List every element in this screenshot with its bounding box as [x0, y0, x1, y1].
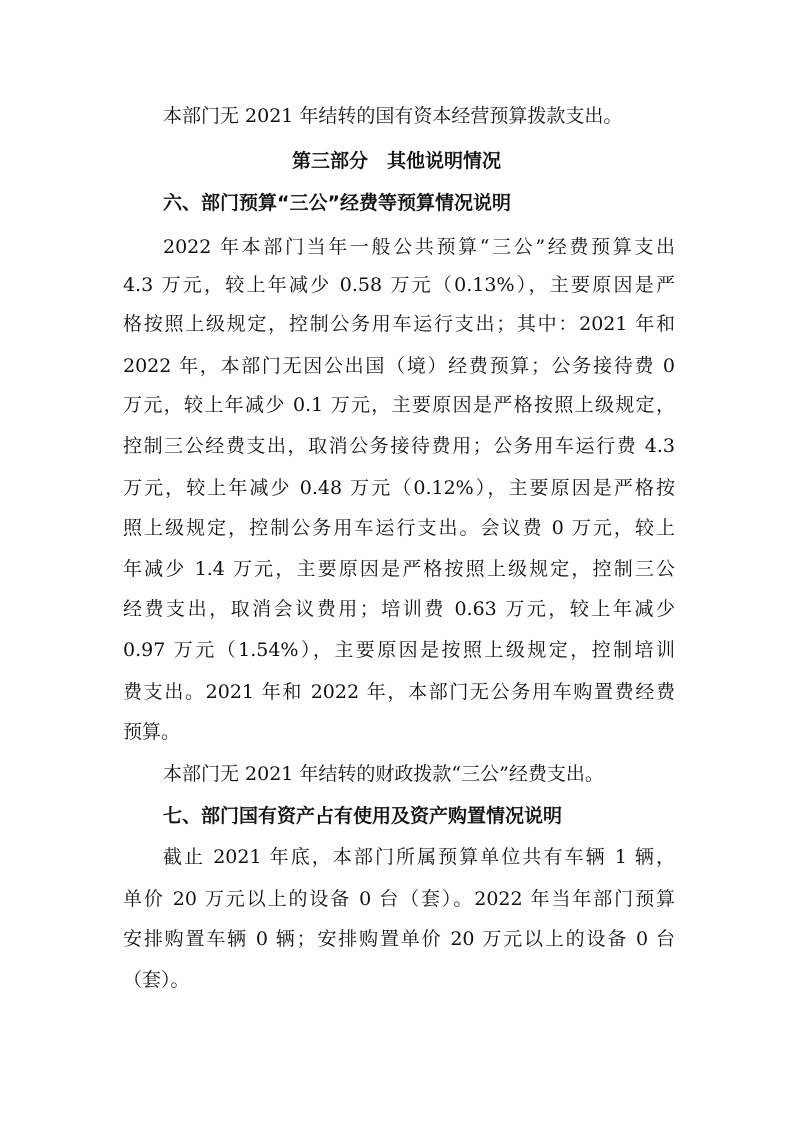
paragraph-line: 照上级规定，控制公务用车运行支出。会议费 0 万元，较上	[123, 517, 675, 539]
paragraph-line: 格按照上级规定，控制公务用车运行支出；其中：2021 年和	[123, 313, 675, 335]
paragraph-line: 2022 年，本部门无因公出国（境）经费预算；公务接待费 0	[123, 355, 675, 377]
paragraph-line: 费支出。2021 年和 2022 年，本部门无公务用车购置费经费	[123, 681, 675, 703]
paragraph-line: 2022 年本部门当年一般公共预算“三公”经费预算支出	[163, 236, 675, 258]
paragraph-line: 万元，较上年减少 0.1 万元，主要原因是严格按照上级规定，	[123, 394, 675, 416]
paragraph-line: 经费支出，取消会议费用；培训费 0.63 万元，较上年减少	[123, 598, 675, 620]
section7-heading: 七、部门国有资产占有使用及资产购置情况说明	[163, 805, 563, 827]
paragraph-line: （套）。	[123, 969, 190, 991]
paragraph-line: 0.97 万元（1.54%），主要原因是按照上级规定，控制培训	[123, 639, 675, 661]
paragraph-line: 万元，较上年减少 0.48 万元（0.12%），主要原因是严格按	[123, 477, 675, 499]
section6-paragraph-2: 本部门无 2021 年结转的财政拨款“三公”经费支出。	[163, 763, 604, 785]
paragraph-line: 安排购置车辆 0 辆；安排购置单价 20 万元以上的设备 0 台	[123, 928, 675, 950]
paragraph-line: 控制三公经费支出，取消公务接待费用；公务用车运行费 4.3	[123, 435, 675, 457]
paragraph-line: 单价 20 万元以上的设备 0 台（套）。2022 年当年部门预算	[123, 888, 675, 910]
part-title: 第三部分 其他说明情况	[291, 150, 501, 172]
section6-heading: 六、部门预算“三公”经费等预算情况说明	[163, 192, 511, 214]
paragraph-line: 4.3 万元，较上年减少 0.58 万元（0.13%），主要原因是严	[123, 274, 675, 296]
intro-paragraph: 本部门无 2021 年结转的国有资本经营预算拨款支出。	[163, 105, 623, 127]
paragraph-line: 年减少 1.4 万元，主要原因是严格按照上级规定，控制三公	[123, 558, 675, 580]
paragraph-line: 截止 2021 年底，本部门所属预算单位共有车辆 1 辆，	[163, 846, 675, 868]
paragraph-line: 预算。	[123, 721, 181, 743]
